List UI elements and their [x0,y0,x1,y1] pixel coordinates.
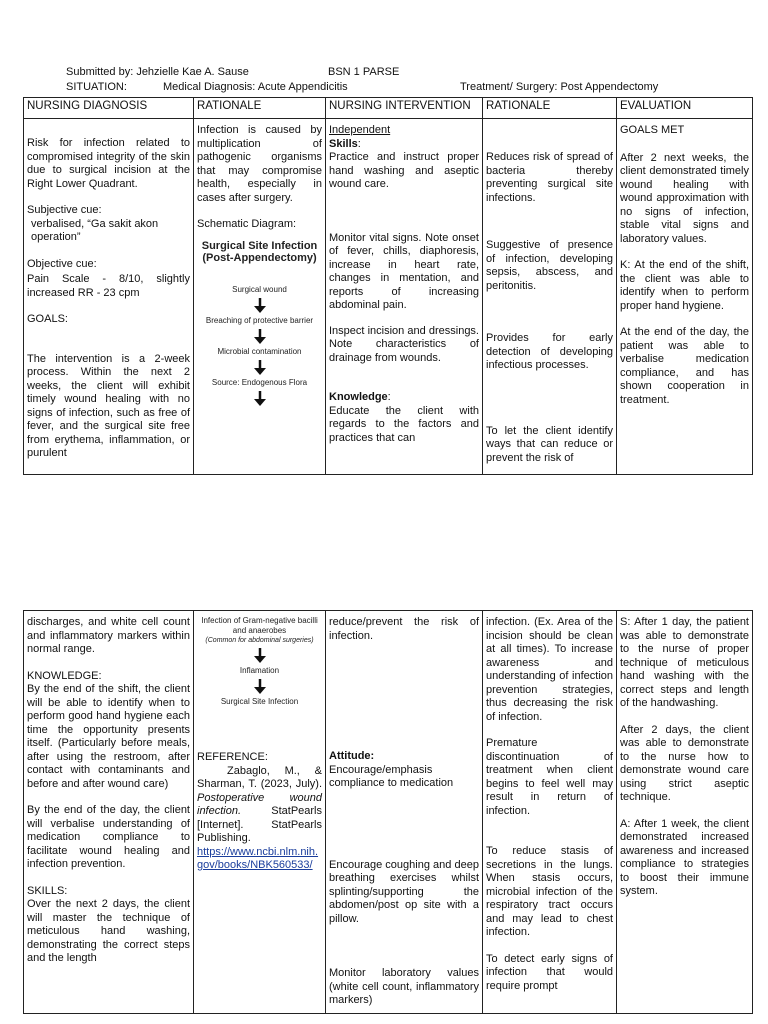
reference-publisher: StatPearls [Internet]. StatPearls Publishing. [197,805,322,844]
schematic-diagram [197,240,322,407]
evaluation-item: After 2 next weeks, the client demonstrated timely wound healing with wound approximation with no signs of infection, stable vital signs and laboratory values. [620,151,749,245]
col-header-nursing-intervention: NURSING INTERVENTION [326,98,483,119]
medical-diagnosis: Medical Diagnosis: Acute Appendicitis [163,81,348,93]
diagram-note: (Common for abdominal surgeries) [205,637,314,644]
skills-label: Skills [329,137,358,150]
nursing-diagnosis-cell [24,119,194,475]
evaluation-item: After 2 days, the client was able to demonstrate to the nurse how to demonstrate wound care using strict aseptic technique. [620,723,749,803]
goals-text: The intervention is a 2-week process. Within the next 2 weeks, the client will exhibit timely wound healing with no signs of infection, such as free of fever, and the surgical site free from erythema, inflammation, or purulent [27,352,190,459]
intervention-item: Inspect incision and dressings. Note characteristics of drainage from wounds. [329,324,479,364]
knowledge-label: KNOWLEDGE: [27,669,102,682]
evaluation-item: K: At the end of the shift, the client was able to identify when to perform proper hand hygiene. [620,259,749,312]
intervention-item: Educate the client with regards to the factors and practices that can [329,404,479,444]
goal-item: By the end of the day, the client will verbalise understanding of medication compliance to facilitate wound healing and infection prevention. [27,804,190,870]
diagram-step: Infection of Gram-negative bacilli and anaerobes [201,616,318,635]
intervention-item: Encourage coughing and deep breathing exercises whilst splinting/supporting the abdomen/post op site with a pillow. [329,858,479,925]
diagram-source: Source: Endogenous Flora [211,377,308,387]
diagram-step: Inflamation [239,666,280,675]
rationale-item: To detect early signs of infection that would require prompt [486,952,613,992]
evaluation-item: At the end of the day, the patient was able to verbalise medication compliance, and has shown cooperation in treatment. [620,326,749,406]
down-arrow-icon [254,359,266,376]
intervention-cell: Independent Skills: Practice and instruct proper hand washing and aseptic wound care. Monitor vital signs. Note onset of fever, chills, diaphoresis, increase in heart rate, changes in mentation, and reports of increasing abdominal pain. Inspect incision and dressings. Note characteristics of drainage from wounds. Knowledge: Educate the client with regards to the factors and practices that can [326,119,483,475]
goal-item: By the end of the shift, the client will be able to identify when to perform good hand hygiene each time the opportunity presents itself. (Particularly before meals, after using the restroom, after contact with contaminants and before and after wound care) [27,683,190,790]
independent-label: Independent [329,124,391,136]
reference-link[interactable]: https://www.ncbi.nlm.nih.gov/books/NBK560533/ [197,845,319,871]
reference-title: Postoperative wound infection. [197,791,322,817]
intervention-cell [326,611,483,1014]
intervention-continued: reduce/prevent the risk of infection. [329,616,479,642]
knowledge-label: Knowledge [329,391,388,403]
rationale-item: infection. (Ex. Area of the incision should be clean at all times). To increase awareness and understanding of infection prevention strategies, thus decreasing the risk of infection. [486,616,613,723]
col-header-rationale-2: RATIONALE [483,98,617,119]
subjective-cue-label: Subjective cue: [27,204,102,216]
down-arrow-icon [254,297,266,314]
rationale-item: Reduces risk of spread of bacteria thereby preventing surgical site infections. [486,151,613,204]
intervention-item: Practice and instruct proper hand washing and aseptic wound care. [329,151,479,190]
goal-item: Over the next 2 days, the client will master the technique of meticulous hand washing, demonstrating the correct steps and the length [27,898,190,964]
rationale-item: Premature discontinuation of treatment when client begins to feel well may result in return of infection. [486,737,613,817]
evaluation-item: A: After 1 week, the client demonstrated increased awareness and increased compliance to strategies to boost their immune system. [620,817,749,897]
diagram-title: Surgical Site Infection (Post-Appendectomy) [201,239,318,264]
schematic-label: Schematic Diagram: [197,218,297,230]
goals-continued: discharges, and white cell count and inflammatory markers within normal range. [27,616,190,655]
table-row [24,611,753,1014]
rationale-item: Suggestive of presence of infection, developing sepsis, abscess, and peritonitis. [486,239,613,292]
evaluation-cell [617,119,753,475]
skills-label: SKILLS: [27,884,68,897]
rationale2-cell [483,119,617,475]
down-arrow-icon [254,328,266,345]
care-plan-table-page1 [23,97,753,475]
col-header-nursing-diagnosis: NURSING DIAGNOSIS [24,98,194,119]
subjective-cue: verbalised, “Ga sakit akon operation” [31,217,159,243]
risk-statement: Risk for infection related to compromised integrity of the skin due to surgical incision at the Right Lower Quadrant. [27,137,190,190]
objective-cue: Pain Scale - 8/10, slightly increased RR - 23 cpm [27,273,190,299]
rationale-cell [194,119,326,475]
table-row [24,119,753,475]
reference-label: REFERENCE: [197,751,268,763]
evaluation-item: S: After 1 day, the patient was able to demonstrate to the nurse of proper technique of meticulous hand washing with the correct steps and length of the handwashing. [620,616,749,709]
intervention-item: Monitor laboratory values (white cell count, inflammatory markers) [329,967,479,1006]
rationale-item: To let the client identify ways that can reduce or prevent the risk of [486,424,613,464]
diagram-step: Surgical wound [232,284,287,294]
evaluation-cell [617,611,753,1014]
nursing-diagnosis-cell [24,611,194,1014]
treatment-surgery: Treatment/ Surgery: Post Appendectomy [460,81,659,93]
diagram-step: Microbial contamination [217,346,302,356]
table-header-row [24,98,753,119]
care-plan-table-page2 [23,610,753,1014]
down-arrow-icon [254,390,266,407]
submitted-by: Submitted by: Jehzielle Kae A. Sause [66,66,249,78]
reference-citation [197,765,322,846]
course-label: BSN 1 PARSE [328,66,400,78]
rationale-item: To reduce stasis of secretions in the lungs. When stasis occurs, microbial infection of the respiratory tract occurs and may lead to chest infection. [486,845,613,938]
diagram-step: Breaching of protective barrier [205,315,314,325]
intervention-item: Encourage/emphasis compliance to medication [329,763,454,789]
intervention-item: Monitor vital signs. Note onset of fever, chills, diaphoresis, increase in heart rate, changes in mentation, and reports of increasing abdominal pain. [329,231,479,311]
situation-label: SITUATION: [66,81,127,93]
goals-label: GOALS: [27,313,68,325]
schematic-diagram-continued [197,616,322,707]
goals-met-label: GOALS MET [620,124,685,136]
rationale-cell [194,611,326,1014]
col-header-rationale: RATIONALE [194,98,326,119]
col-header-evaluation: EVALUATION [617,98,753,119]
rationale-text: Infection is caused by multiplication of pathogenic organisms that may compromise health, especially in cases after surgery. [197,124,322,204]
attitude-label: Attitude: [329,750,375,762]
reference-authors: Zabaglo, M., & Sharman, T. (2023, July). [197,764,322,790]
rationale2-cell [483,611,617,1014]
diagram-step: Surgical Site Infection [220,697,299,706]
down-arrow-icon [254,647,266,664]
down-arrow-icon [254,678,266,695]
objective-cue-label: Objective cue: [27,257,97,270]
rationale-item: Provides for early detection of developing infectious processes. [486,332,613,371]
